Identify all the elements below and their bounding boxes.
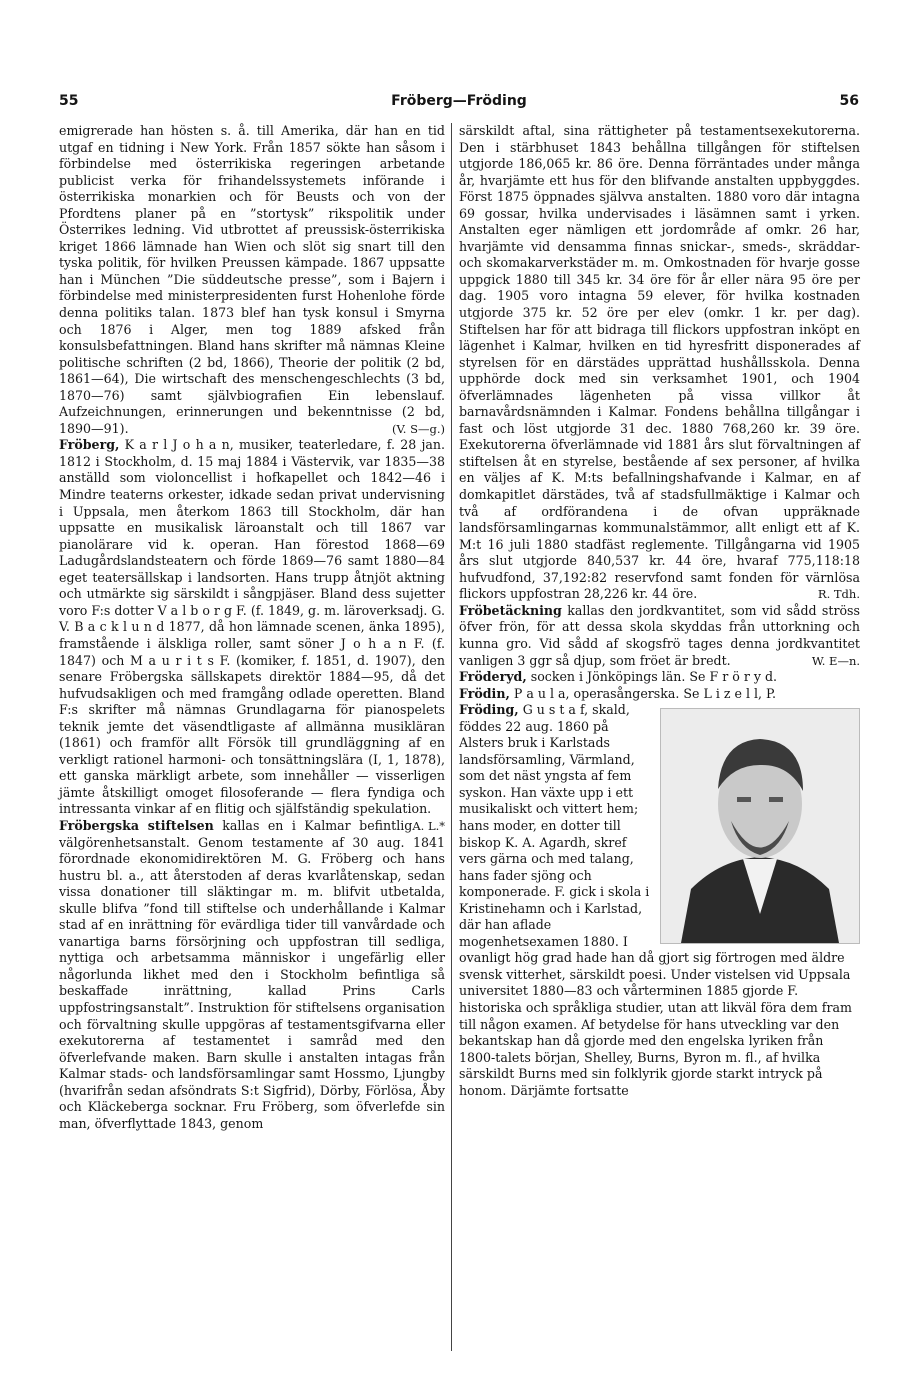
right-column xyxy=(459,123,860,1099)
article-headword: Fröberg, xyxy=(59,437,120,453)
article-text: K a r l J o h a n, musiker, teaterledare, f. 28 jan. 1812 i Stockholm, d. 15 maj 1884 i Västervik, var 1835—38 anställd som violoncellist i hofkapellet och 1842—46 i Mindre teaterns orkester, idkade sedan privat undervisning i Uppsala, men återkom 1863 till Stockholm, där han uppsatte en musikalisk läroanstalt och till 1867 var pianolärare vid k. operan. Han förestod 1868—69 Ladugårdslandsteatern och förde 1869—76 samt 1880—84 eget teatersällskap i landsorten. Hans trupp åtnjöt aktning och utmärkte sig särskildt i sångpjäser. Bland dess sujetter voro F:s dotter V a l b o r g F. (f. 1849, g. m. läroverksadj. G. V. B a c k l u n d 1877, då hon lämnade scenen, änka 1895), framstående i älskliga roller, samt söner J o h a n F. (f. 1847) och M a u r i t s F. (komiker, f. 1851, d. 1907), den senare Fröbergska sällskapets direktör 1884—95, då det hufvudsakligen och med framgång odlade operetten. Bland F:s skrifter må nämnas Grundlagarna för pianospelets teknik jemte det väsendtligaste af allmänna musikläran (1861) och framför allt Försök till grundläggning af en verkligt rationel harmoni- och tonsättningslära (I, 1, 1878), ett ganska märkligt arbete, som innehåller — visserligen jämte åtskilligt omoget filosoferande — flera fyndiga och intressanta vinkar af en flitig och själfständig spekulation. xyxy=(59,437,445,817)
article-headword: Fröbetäckning xyxy=(459,602,562,618)
article-continuation xyxy=(59,123,445,437)
article-text: P a u l a, operasångerska. Se L i z e l l, P. xyxy=(513,685,776,701)
portrait-photo-icon xyxy=(660,708,860,944)
article-text: emigrerade han hösten s. å. till Amerika, där han en tid utgaf en tidning i New York. Från 1857 sökte han såsom i förbindelse med österrikiska regeringen arbetande publicist verka för frihandelssystemets införande i österrikiska monarkien och för Beusts och von der Pfordtens planer på en ”stortysk” rikspolitik under Österrikes ledning. Vid utbrottet af preussisk-österrikiska kriget 1866 lämnade han Wien och slöt sig snart till den tyska politik, för hvilken Preussen kämpade. 1867 uppsatte han i München ”Die süddeutsche presse”, som i Bajern i förbindelse med ministerpresidenten furst Hohenlohe förde denna politiks talan. 1873 blef han tysk konsul i Smyrna och 1876 i Alger, men tog 1889 afsked från konsulsbefattningen. Bland hans skrifter må nämnas Kleine politische schriften (2 bd, 1866), Theorie der politik (2 bd, 1861—64), Die wirtschaft des menschengeschlechts (3 bd, 1870—76) samt självbiografien Ein lebenslauf. Aufzeichnungen, erinnerungen und bekenntnisse (2 bd, 1890—91). xyxy=(59,123,445,436)
running-title: Fröberg—Fröding xyxy=(391,93,527,109)
column-divider xyxy=(451,123,452,1351)
article-continuation xyxy=(459,123,860,603)
left-page-number: 55 xyxy=(59,93,79,109)
portrait-drawing xyxy=(661,709,859,943)
article-frodin xyxy=(459,686,860,703)
author-signature: W. E—n. xyxy=(811,653,860,668)
article-headword: Fröderyd, xyxy=(459,669,527,685)
article-text: socken i Jönköpings län. Se F r ö r y d. xyxy=(530,669,778,685)
author-signature: (V. S—g.) xyxy=(392,421,445,436)
article-froderyd xyxy=(459,669,860,686)
article-headword: Fröding, xyxy=(459,702,519,718)
article-frobergska-stiftelsen xyxy=(59,818,445,1132)
article-frobetackning xyxy=(459,603,860,669)
left-column xyxy=(59,123,445,1132)
article-text: kallas den jordkvantitet, som vid sådd ströss öfver frön, för att dessa skola skyddas från uttorkning och kunna gro. Vid sådd af skogsfrö tages denna jordkvantitet vanligen 3 ggr så djup, som fröet är bredt. xyxy=(459,602,860,668)
article-text: kallas en i Kalmar befintlig välgörenhetsanstalt. Genom testamente af 30 aug. 1841 förordnade ekonomidirektören M. G. Fröberg och hans hustru bl. a., att återstoden af deras kvarlåtenskap, sedan vissa donationer till släktingar m. m. blifvit utbetalda, skulle blifva ”fond till stiftelse och underhållande i Kalmar stad af en inrättning för evärdliga tider till vanvårdade och vanartiga barns försörjning och uppfostran till sedliga, nyttiga och arbetsamma människor i ungefärlig eller någorlunda likhet med den i Stockholm befintliga så beskaffade inrättning, kallad Prins Carls uppfostringsanstalt”. Instruktion för stiftelsens organisation och förvaltning skulle uppgöras af testamentsgifvarna eller exekutorerna af testamentet i samråd med den öfverlefvande maken. Barn skulle i anstalten intagas från Kalmar stads- och landsförsamlingar samt Hossmo, Ljungby (hvarifrån sedan afsöndrats S:t Sigfrid), Dörby, Förlösa, Åby och Kläckeberga socknar. Fru Fröberg, som öfverlefde sin man, öfverflyttade 1843, genom xyxy=(59,817,445,1131)
author-signature: A. L.* xyxy=(412,818,445,833)
page-header xyxy=(59,93,859,115)
article-headword: Fröbergska stiftelsen xyxy=(59,817,214,833)
article-text: G u s t a f, skald, föddes 22 aug. 1860 på Alsters bruk i Karlstads landsförsamling, Värmland, som det näst yngsta af fem syskon. Han växte upp i ett musikaliskt och vittert hem; hans moder, en dotter till biskop K. A. Agardh, skref vers gärna och med talang, hans fader sjöng och komponerade. F. gick i skola i Kristinehamn och i Karlstad, där han aflade mogenhetsexamen 1880. I ovanligt hög grad hade han då gjort sig förtrogen med äldre svensk vitterhet, särskildt poesi. Under vistelsen vid Uppsala universitet 1880—83 och vårterminen 1885 gjorde F. historiska och språkliga studier, utan att likväl föra dem fram till någon examen. Af betydelse för hans utveckling var den bekantskap han då gjorde med den engelska lyriken från 1800-talets början, Shelley, Burns, Byron m. fl., af hvilka särskildt Burns med sin folklyrik gjorde starkt intryck på honom. Därjämte fortsatte xyxy=(459,702,852,1098)
article-headword: Frödin, xyxy=(459,685,510,701)
author-signature: R. Tdh. xyxy=(817,587,860,602)
right-page-number: 56 xyxy=(839,93,859,109)
article-text: särskildt aftal, sina rättigheter på testamentsexekutorerna. Den i stärbhuset 1843 behållna tillgången för stiftelsen utgjorde 186,065 kr. 86 öre. Denna förräntades under många år, hvarjämte ett hus för den blifvande anstalten uppbyggdes. Först 1875 öppnades självva anstalten. 1880 voro där intagna 69 gossar, hvilka undervisades i läsämnen samt i yrken. Anstalten eger nämligen ett jordområde af omkr. 26 har, hvarjämte vid densamma finnas snickar-, smeds-, skräddar- och skomakarverkstäder m. m. Omkostnaden för hvarje gosse uppgick 1880 till 345 kr. 34 öre för år eller nära 95 öre per dag. 1905 voro intagna 59 elever, för hvilka kostnaden utgjorde 375 kr. 52 öre per elev (omkr. 1 kr. per dag). Stiftelsen har för att bidraga till flickors uppfostran inköpt en lägenhet i Kalmar, hvilken en tid hyresfritt disponerades af styrelsen för en därstädes upprättad hushållsskola. Denna upphörde dock med sin verksamhet 1901, och 1904 öfverlämnades lägenheten på vissa villkor åt barnavårdsnämnden i Kalmar. Fondens behållna tillgångar i fast och löst utgjorde 31 dec. 1880 768,260 kr. 39 öre. Exekutorerna öfverlämnade vid 1881 års slut förvaltningen af stiftelsen åt en styrelse, bestående af sex personer, af hvilka en väljes af K. M:ts befallningshafvande i Kalmar, en af domkapitlet därstädes, två af stadsfullmäktige i Kalmar och två af ordförandena i de ofvan uppräknade landsförsamlingarnas kommunalstämmor, allt enligt ett af K. M:t 16 juli 1880 stadfäst reglemente. Tillgångarna vid 1905 års slut utgjorde 840,537 kr. 44 öre, hvaraf 775,118:18 hufvudfond, 37,192:82 reservfond samt fonden för värnlösa flickors uppfostran 28,226 kr. 44 öre. xyxy=(459,123,860,602)
